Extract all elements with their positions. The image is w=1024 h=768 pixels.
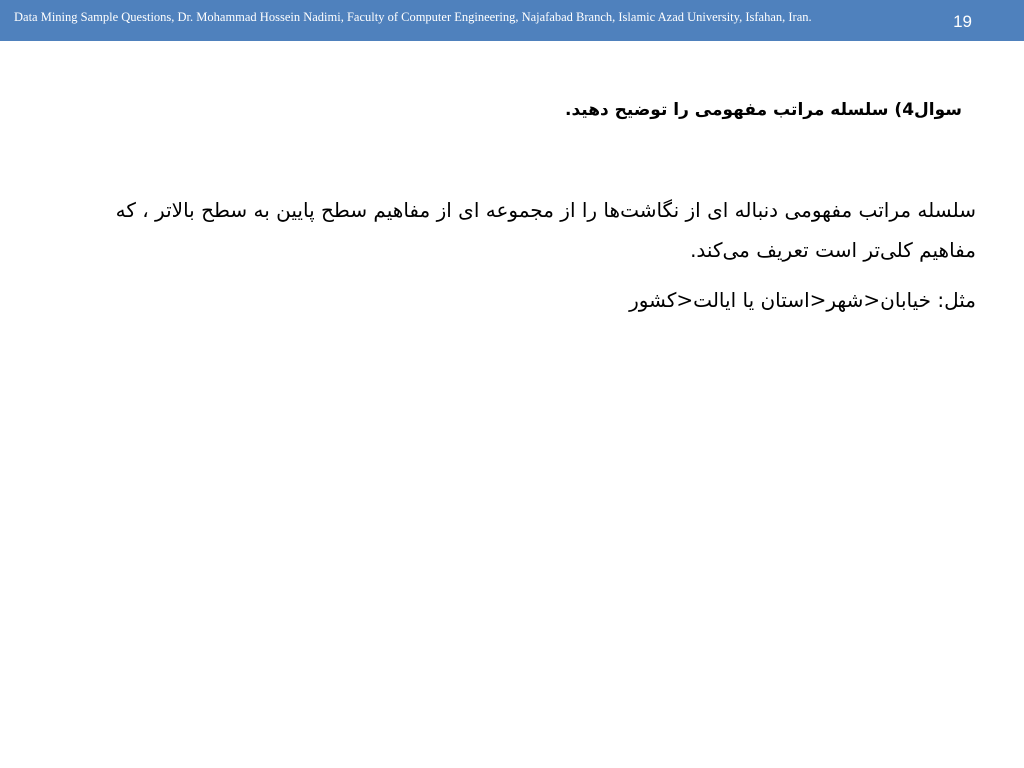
answer-example: مثل: خیابان<شهر<استان یا ایالت<کشور bbox=[629, 288, 976, 312]
answer-definition: سلسله مراتب مفهومی دنباله ای از نگاشت‌ها را از مجموعه ای از مفاهیم سطح پایین به سطح بالاتر ، که مفاهیم کلی‌تر است تعریف می‌کند. bbox=[115, 198, 976, 262]
page-number: 19 bbox=[953, 12, 972, 31]
header-bar bbox=[0, 0, 1024, 41]
answer-body bbox=[60, 190, 976, 320]
header-caption: Data Mining Sample Questions, Dr. Mohammad Hossein Nadimi, Faculty of Computer Engineering, Najafabad Branch, Islamic Azad University, Isfahan, Iran. bbox=[14, 10, 812, 24]
question-title: سوال4) سلسله مراتب مفهومی را توضیح دهید. bbox=[565, 100, 962, 120]
